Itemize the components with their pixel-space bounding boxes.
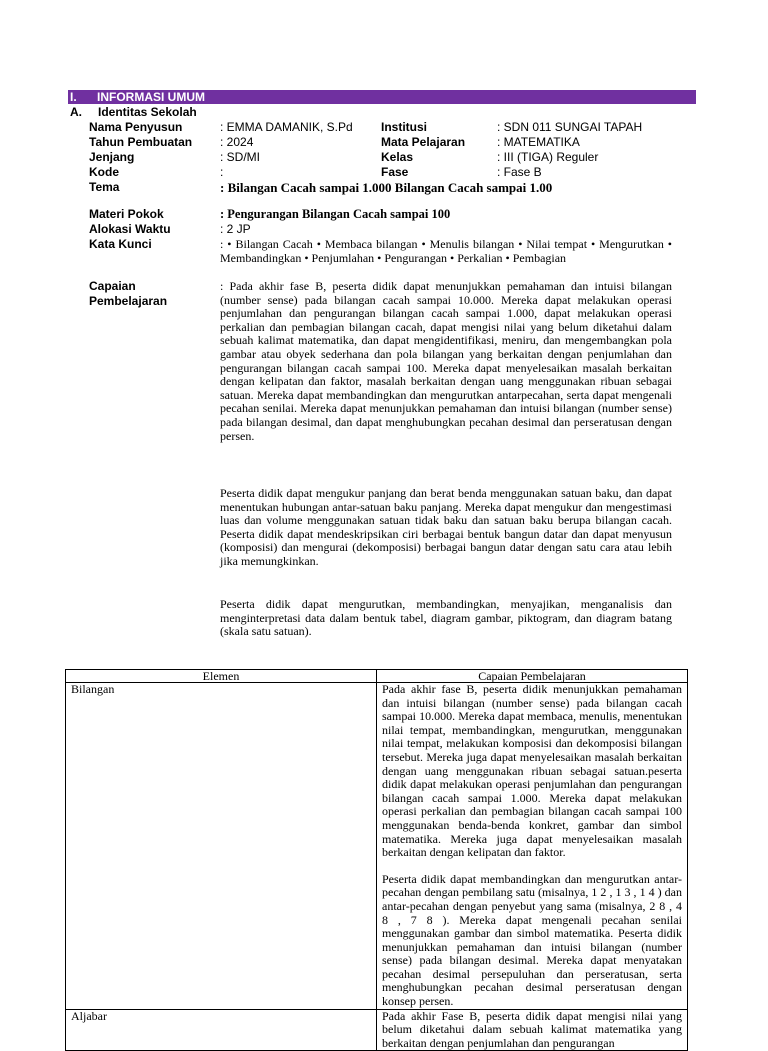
header-capaian: Capaian Pembelajaran [377, 670, 688, 683]
tema-label: Tema [89, 180, 120, 194]
section-header-bar [68, 90, 696, 104]
penyusun-value: : EMMA DAMANIK, S.Pd [220, 120, 353, 134]
elemen-cell: Bilangan [66, 683, 377, 1010]
tahun-label: Tahun Pembuatan [89, 135, 193, 149]
capaian-paragraph-2: Peserta didik dapat mengukur panjang dan berat benda menggunakan satuan baku, dan dapat menentukan hubungan antar-satuan baku panjang. Mereka dapat mengukur dan mengestimasi luas dan volume menggunakan satuan tidak baku dan satuan baku berupa bilangan cacah. Peserta didik dapat mendeskripsikan ciri berbagai bentuk bangun datar dan dapat menyusun (komposisi) dan mengurai (dekomposisi) berbagai bangun datar dengan satu cara atau lebih jika memungkinkan. [220, 486, 672, 568]
jenjang-value: : SD/MI [220, 150, 261, 164]
tema-value: : Bilangan Cacah sampai 1.000 Bilangan Cacah sampai 1.00 [220, 180, 553, 195]
materi-label: Materi Pokok [89, 207, 164, 221]
table-header-row [66, 670, 688, 683]
mapel-label: Mata Pelajaran [381, 135, 466, 149]
institusi-value: : SDN 011 SUNGAI TAPAH [497, 120, 643, 134]
kelas-value: : III (TIGA) Reguler [497, 150, 599, 164]
alokasi-label: Alokasi Waktu [89, 222, 171, 236]
kode-value: : [220, 165, 224, 179]
kata-kunci-text: : • Bilangan Cacah • Membaca bilangan • Menulis bilangan • Nilai tempat • Mengurutkan • Membandingkan • Penjumlahan • Pengurangan • Perkalian • Pembagian [220, 237, 672, 265]
header-elemen: Elemen [66, 670, 377, 683]
kelas-label: Kelas [381, 150, 414, 164]
table-row [66, 1009, 688, 1051]
subsection-letter: A. [70, 105, 82, 119]
elemen-cell: Aljabar [66, 1009, 377, 1051]
penyusun-label: Nama Penyusun [89, 120, 183, 134]
capaian-cell [377, 1009, 688, 1051]
fase-label: Fase [381, 165, 409, 179]
tahun-value: : 2024 [220, 135, 254, 149]
capaian-table [65, 669, 688, 1051]
jenjang-label: Jenjang [89, 150, 135, 164]
capaian-cell-paragraph: Pada akhir fase B, peserta didik menunjukkan pemahaman dan intuisi bilangan (number sense) pada bilangan cacah sampai 10.000. Mereka dapat membaca, menulis, menentukan nilai tempat, membandingkan, mengurutkan, menggunakan nilai tempat, melakukan komposisi dan dekomposisi bilangan tersebut. Mereka juga dapat menyelesaikan masalah berkaitan dengan uang menggunakan ribuan sebagai satuan.peserta didik dapat melakukan operasi penjumlahan dan pengurangan bilangan cacah sampai 1.000. Mereka dapat melakukan operasi perkalian dan pembagian bilangan cacah sampai 100 menggunakan benda-benda konkret, gambar dan simbol matematika. Mereka juga dapat menyelesaikan masalah berkaitan dengan kelipatan dan faktor. [382, 682, 682, 860]
institusi-label: Institusi [381, 120, 428, 134]
kunci-label: Kata Kunci [89, 237, 152, 251]
mapel-value: : MATEMATIKA [497, 135, 580, 149]
alokasi-value: : 2 JP [220, 222, 251, 236]
fase-value: : Fase B [497, 165, 542, 179]
capaian-cell-paragraph: Pada akhir Fase B, peserta didik dapat mengisi nilai yang belum diketahui dalam sebuah kalimat matematika yang berkaitan dengan penjumlahan dan pengurangan [382, 1008, 682, 1050]
capaian-label-line1: Capaian [89, 279, 136, 293]
section-title: INFORMASI UMUM [97, 90, 205, 104]
capaian-paragraph-3: Peserta didik dapat mengurutkan, membandingkan, menyajikan, menganalisis dan menginterpretasi data dalam bentuk tabel, diagram gambar, piktogram, dan diagram batang (skala satu satuan). [220, 597, 672, 639]
capaian-label-line2: Pembelajaran [89, 294, 168, 308]
section-number: I. [70, 90, 77, 104]
capaian-cell-paragraph: Peserta didik dapat membandingkan dan mengurutkan antar-pecahan dengan pembilang satu (misalnya, 1 2 , 1 3 , 1 4 ) dan antar-pecahan dengan penyebut yang sama (misalnya, 2 8 , 4 8 , 7 8 ). Mereka dapat mengenali pecahan senilai menggunakan gambar dan simbol matematika. Peserta didik menunjukkan pemahaman dan intuisi bilangan (number sense) pada bilangan desimal. Mereka dapat menyatakan pecahan desimal persepuluhan dan perseratusan, serta menghubungkan pecahan desimal perseratusan dengan konsep persen. [382, 871, 682, 1009]
capaian-paragraph-1: : Pada akhir fase B, peserta didik dapat menunjukkan pemahaman dan intuisi bilangan (number sense) pada bilangan cacah sampai 10.000. Mereka dapat melakukan operasi penjumlahan dan pengurangan bilangan cacah sampai 1.000, dapat melakukan operasi perkalian dan pembagian bilangan cacah, dapat mengisi nilai yang belum diketahui dalam sebuah kalimat matematika, dan dapat mengidentifikasi, meniru, dan mengembangkan pola gambar atau obyek sederhana dan pola bilangan yang berkaitan dengan penjumlahan dan pengurangan bilangan cacah sampai 100. Mereka dapat menyelesaikan masalah berkaitan dengan kelipatan dan faktor, masalah berkaitan dengan uang menggunakan ribuan sebagai satuan. Mereka dapat membandingkan dan mengurutkan antarpecahan, serta dapat mengenali pecahan senilai. Mereka dapat menunjukkan pemahaman dan intuisi bilangan (number sense) pada bilangan desimal, dan dapat menghubungkan pecahan desimal dan perseratusan dengan persen. [220, 279, 672, 443]
table-row [66, 683, 688, 1010]
capaian-cell [377, 683, 688, 1010]
subsection-title: Identitas Sekolah [98, 105, 197, 119]
kode-label: Kode [89, 165, 119, 179]
materi-value: : Pengurangan Bilangan Cacah sampai 100 [220, 207, 451, 221]
